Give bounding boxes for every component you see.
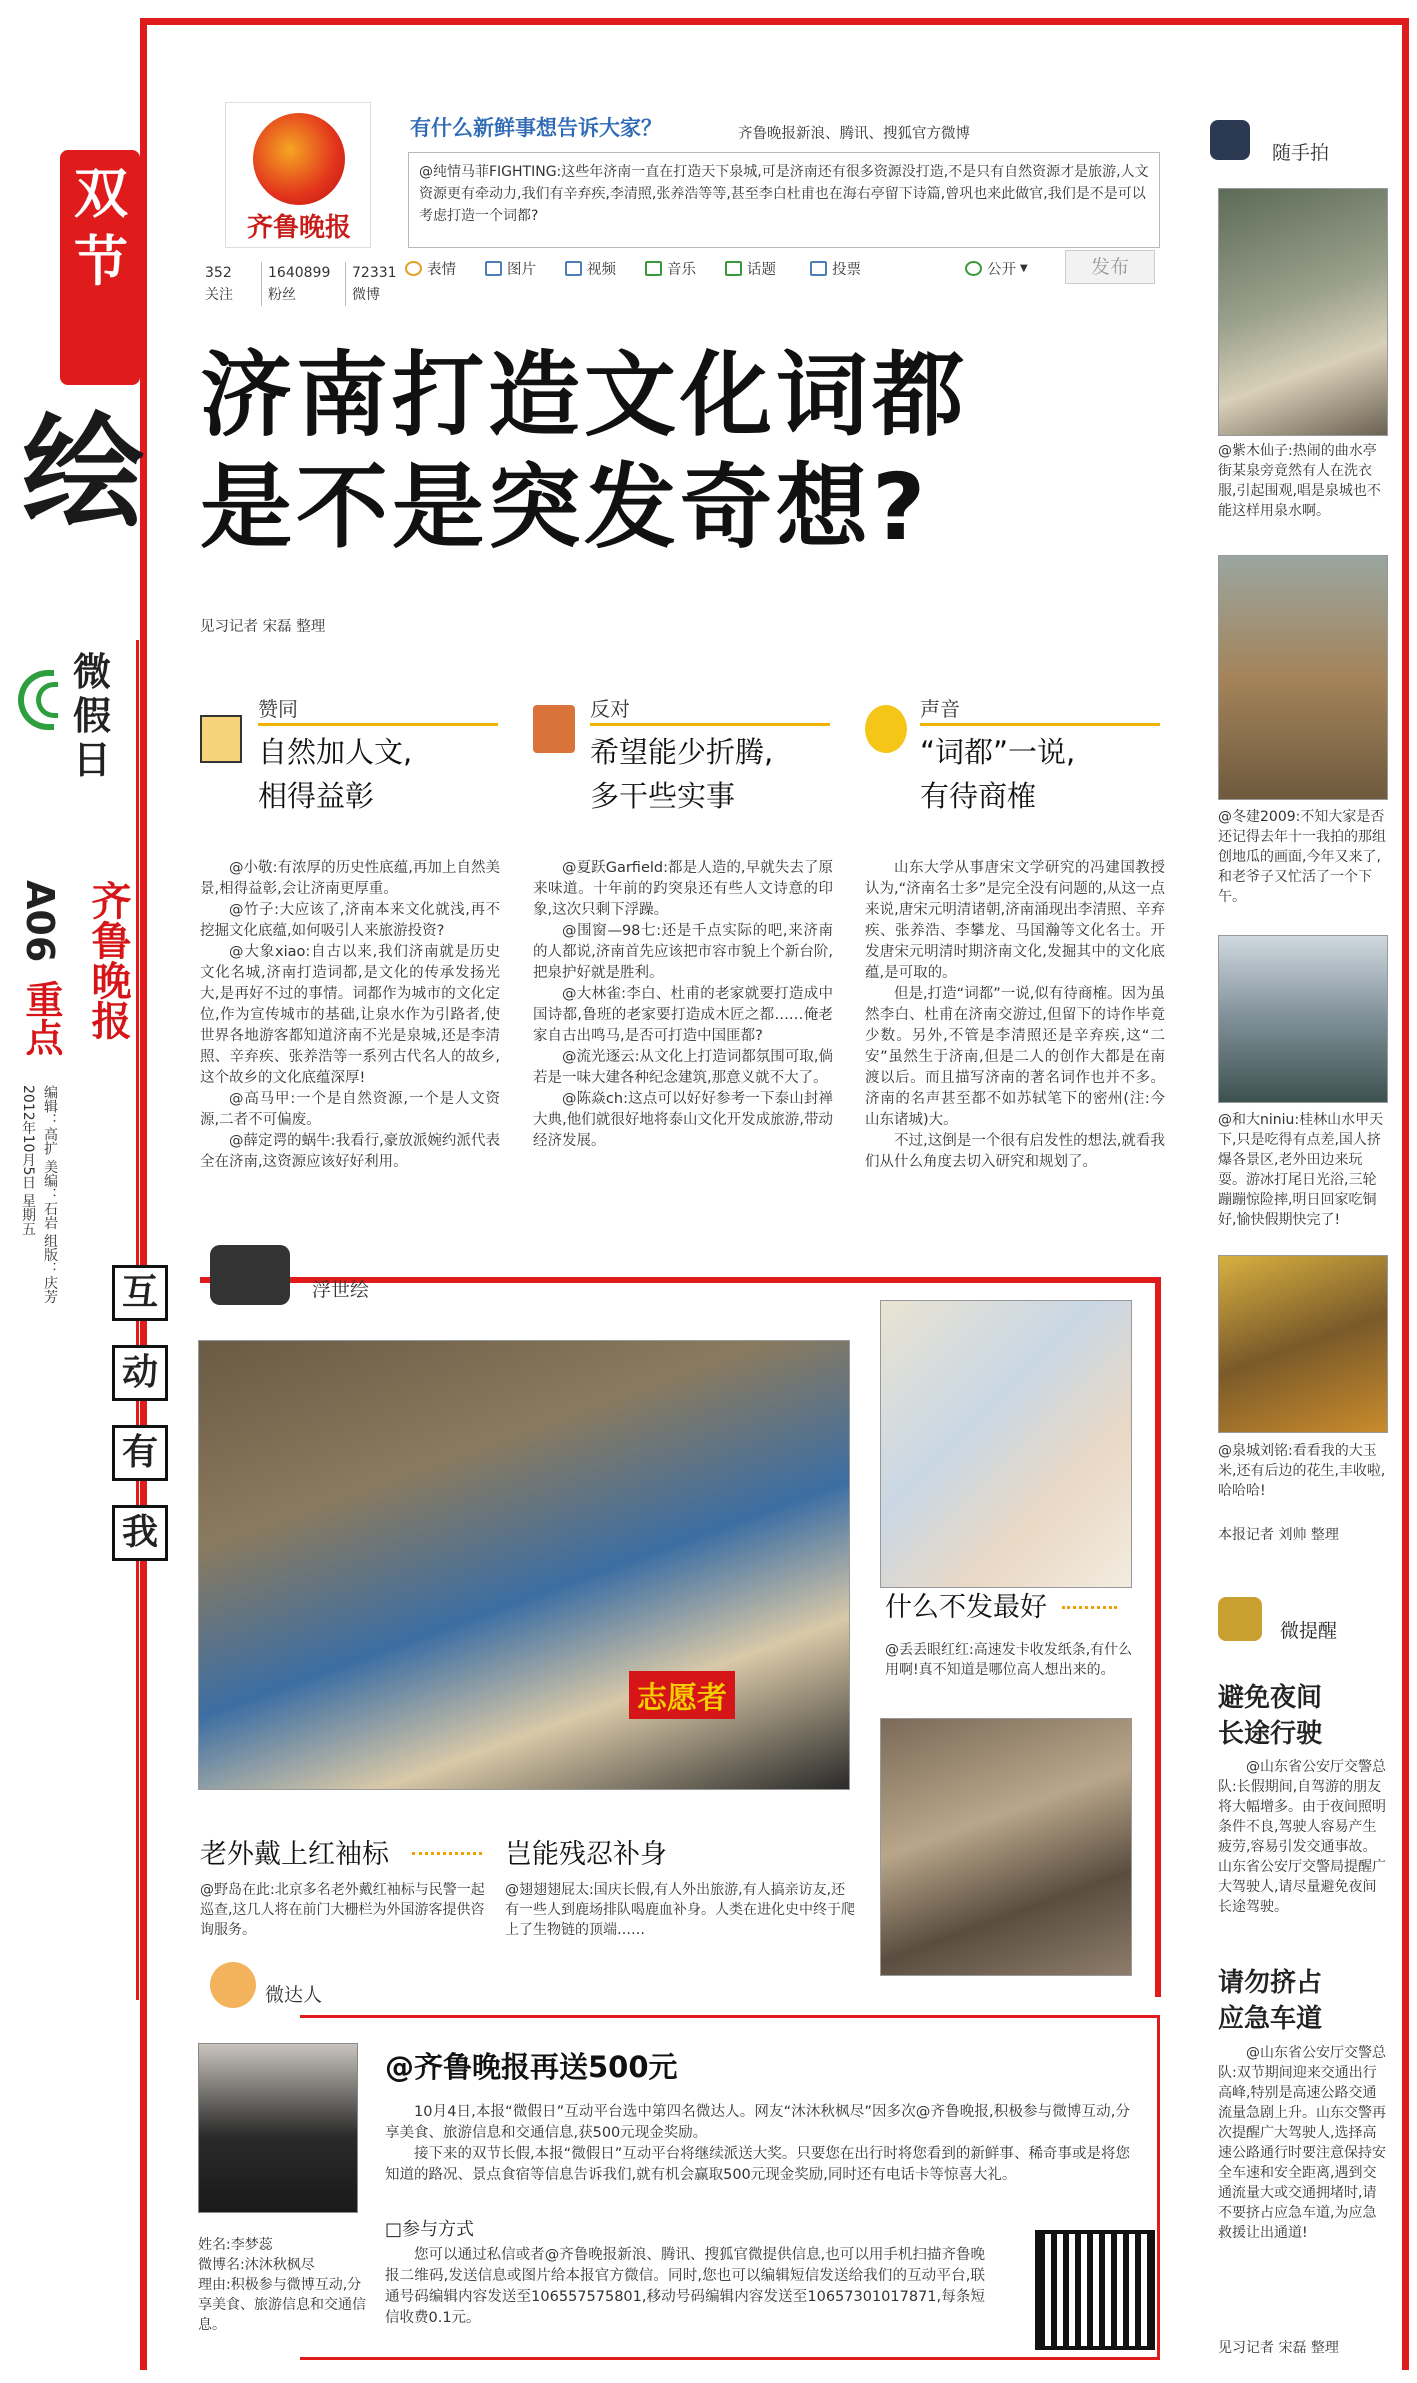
wei-jiari-text: 微假日 [73,650,112,782]
headline-line-2: 是不是突发奇想? [200,454,930,561]
publish-button[interactable]: 发布 [1065,250,1155,284]
comment: @竹子:大应该了,济南本来文化就浅,再不挖掘文化底蕴,如何吸引人来旅游投资? [200,902,500,939]
column-body [533,858,833,1152]
photo-corn [1218,1255,1388,1433]
hui-character: 绘 [22,400,144,544]
column-rule [590,723,830,726]
comment: @夏跃Garfield:都是人造的,早就失去了原来味道。十年前的趵突泉还有些人文诗意的印象,这次只剩下浮躁。 [533,860,833,918]
photo-sweet-potato [1218,555,1388,800]
tool-music[interactable]: 音乐 [645,258,696,279]
alert-body: @山东省公安厅交警总队:双节期间迎来交通出行高峰,特别是高速公路交通流量急剧上升。山东交警再次提醒广大驾驶人,选择高速公路通行时要注意保持安全车速和安全距离,遇到交通流量大或交通拥堵时,请不要挤占应急车道,为应急救援让出通道! [1218,2045,1386,2241]
weidaren-headline: @齐鲁晚报再送500元 [385,2050,678,2084]
comment: @薛定谔的蜗牛:我看行,豪放派婉约派代表全在济南,这资源应该好好利用。 [200,1133,500,1170]
weidaren-title: 微达人 [265,1984,323,2006]
comment: @高马甲:一个是自然资源,一个是人文资源,二者不可偏废。 [200,1091,500,1128]
visibility-select[interactable]: 公开 ▼ [965,258,1028,279]
photo-toll-tickets [880,1300,1132,1588]
hudong-char: 动 [112,1345,168,1401]
column-title: 自然加人文, 相得益彰 [258,735,413,813]
column-body [200,858,500,1173]
winner-info: 姓名:李梦蕊 微博名:沐沐秋枫尽 理由:积极参与微博互动,分享美食、旅游信息和交通信息。 [198,2237,366,2333]
speaker-icon [1218,1597,1262,1641]
column-title: 希望能少折腾, 多干些实事 [590,735,774,813]
headline-line-1: 济南打造文化词都 [200,342,969,449]
comment: @大林雀:李白、杜甫的老家就要打造成中国诗都,鲁班的老家要打造成木匠之都……俺老家自古出鸣马,是否可打造中国匪都? [533,986,833,1044]
tool-topic[interactable]: 话题 [725,258,776,279]
frame-left-rule [140,18,147,2370]
camera-icon [1210,120,1250,160]
stat-value: 352 [205,265,232,281]
expert-paragraph: 不过,这倒是一个很有启发性的想法,就看我们从什么角度去切入研究和规划了。 [865,1133,1165,1170]
vote-icon [810,261,827,276]
tool-vote[interactable]: 投票 [810,258,861,279]
camera-icon [210,1245,290,1305]
oppose-fist-icon [533,705,575,753]
winner-photo [198,2043,358,2213]
music-icon [645,261,662,276]
weibo-post-textarea[interactable]: @纯情马菲FIGHTING:这些年济南一直在打造天下泉城,可是济南还有很多资源没打造,不是只有自然资源才是旅游,人文资源更有牵动力,我们有辛弃疾,李清照,张养浩等等,甚至李白杜甫也在海右亭留下诗篇,曾巩也来此做官,我们是不是可以考虑打造一个词都? [408,152,1160,248]
expert-paragraph: 山东大学从事唐宋文学研究的冯建国教授认为,“济南名士多”是完全没有问题的,从这一点来说,唐宋元明清诸朝,济南涌现出李清照、辛弃疾、张养浩、李攀龙、马国瀚等文化名士。开发唐宋元明清时期济南文化,发掘其中的文化底蕴,是可取的。 [865,860,1165,981]
column-title: “词都”一说, 有待商榷 [920,735,1076,813]
wei-jiari-logo [18,640,138,780]
qilu-logo [225,102,371,248]
voice-face-icon [865,705,907,753]
issue-date: 2012年10月5日 星期五 [20,1085,36,1236]
hudong-char: 有 [112,1425,168,1481]
column-tag: 赞同 [258,697,298,721]
weibo-toolbar [405,258,1165,288]
paper-name-vertical: 齐鲁晚报 [85,880,132,1040]
page-number: A06 [18,880,62,963]
photo-caption: @冬建2009:不知大家是否还记得去年十一我拍的那组创地瓜的画面,今年又来了,和老爷子又忙活了一个下午。 [1218,809,1386,905]
method-heading: □参与方式 [385,2219,475,2240]
frame-right-rule [1402,18,1409,2370]
logo-emblem-icon [253,113,345,205]
frame-top-rule [140,18,1408,25]
photo-caption-text: @野岛在此:北京多名老外戴红袖标与民警一起巡查,这几人将在前门大栅栏为外国游客提供咨询服务。 [200,1882,485,1938]
weibo-prompt: 有什么新鲜事想告诉大家？ [410,116,662,140]
stat-fans[interactable] [261,262,341,306]
stat-value: 72331 [352,265,397,281]
logo-text: 齐鲁晚报 [246,213,351,243]
photo-caption: @和大niniu:桂林山水甲天下,只是吃得有点差,国人挤爆各景区,老外田边来玩耍。游冰打尾日光浴,三轮蹦蹦惊险摔,明日回家吃铜好,愉快假期快完了! [1218,1112,1384,1228]
alert-body: @山东省公安厅交警总队:长假期间,自驾游的朋友将大幅增多。由于夜间照明条件不良,驾驶人容易产生疲劳,容易引发交通事故。山东省公安厅交警局提醒广大驾驶人,请尽量避免夜间长途驾驶。 [1218,1759,1386,1915]
video-icon [565,261,582,276]
person-icon [210,1962,256,2008]
comment: @围窗—98七:还是千点实际的吧,来济南的人都说,济南首先应该把市容市貌上个新台阶,把泉护好就是胜利。 [533,923,833,981]
emoji-icon [405,261,422,276]
hudong-char: 互 [112,1265,168,1321]
photo-caption-title: 老外戴上红袖标 [200,1839,389,1870]
column-rule [920,723,1160,726]
stat-value: 1640899 [268,265,331,281]
column-body [865,858,1165,1173]
weidaren-body: 10月4日,本报“微假日”互动平台选中第四名微达人。网友“沐沐秋枫尽”因多次@齐鲁晚报,积极参与微博互动,分享美食、旅游信息和交通信息,获500元现金奖励。 接下来的双节长假,本报“微假日”互动平台将继续派送大奖。只要您在出行时将您看到的新鲜事、稀奇事或是将您知道的路况、景点食宿等信息告诉我们,就有机会赢取500元现金奖励,同时还有电话卡等惊喜大礼。 [385,2104,1130,2183]
photo-caption: @紫木仙子:热闹的曲水亭街某泉旁竟然有人在洗衣服,引起围观,唱是泉城也不能这样用泉水啊。 [1218,443,1381,519]
photo-caption-title: 什么不发最好 [885,1592,1047,1623]
section-name: 重点 [19,980,63,1056]
hudong-char: 我 [112,1505,168,1561]
column-tag: 声音 [920,697,960,721]
stat-label: 粉丝 [268,287,296,303]
headline [200,340,968,564]
column-rule [258,723,498,726]
alert-title: 避免夜间 长途行驶 [1218,1683,1323,1749]
suishoupai-title: 随手拍 [1272,142,1330,164]
rc-byline: 本报记者 刘帅 整理 [1218,1527,1339,1543]
caption-connector [1062,1606,1117,1609]
fushihui-title: 浮世绘 [312,1279,370,1301]
tool-emoji[interactable]: 表情 [405,258,456,279]
tool-image[interactable]: 图片 [485,258,536,279]
weitixing-title: 微提醒 [1280,1620,1338,1642]
weibo-stats [205,262,405,310]
photo-guilin [1218,935,1388,1103]
stat-label: 微博 [352,287,380,303]
weibo-prompt-sub: 齐鲁晚报新浪、腾讯、搜狐官方微博 [738,126,970,142]
headline-byline: 见习记者 宋磊 整理 [200,619,326,635]
interact-right-rule [1155,1277,1161,1997]
stat-following[interactable] [205,262,265,306]
support-sign-icon [200,715,242,763]
armband-text: 志愿者 [629,1671,735,1719]
photo-caption-text: @翅翅翅屁太:国庆长假,有人外出旅游,有人搞亲访友,还有一些人到鹿场排队喝鹿血补身。人类在进化史中终于爬上了生物链的顶端…… [505,1882,855,1938]
comment: @大象xiao:自古以来,我们济南就是历史文化名城,济南打造词都,是文化的传承发扬光大,是再好不过的事情。词都作为城市的文化定位,作为宣传城市的基础,让泉水作为引路者,使世界各地游客都知道济南不光是泉城,还是李清照、辛弃疾、张养浩等一系列古代名人的故乡,这个故乡的文化底蕴深厚! [200,944,500,1086]
method-body: 您可以通过私信或者@齐鲁晚报新浪、腾讯、搜狐官微提供信息,也可以用手机扫描齐鲁晚报二维码,发送信息或图片给本报官方微信。同时,您也可以编辑短信发送给我们的互动平台,联通号码编辑内容发送至10655757580​1,移动号码编辑内容发送至10657301017871,每条短信收费0.1元。 [385,2247,985,2326]
hudong-youwo-column [112,1265,170,1585]
photo-deer [880,1718,1132,1976]
image-icon [485,261,502,276]
comment: @流光逐云:从文化上打造词都氛围可取,倘若是一味大建各种纪念建筑,那意义就不大了。 [533,1049,833,1086]
stat-label: 关注 [205,287,233,303]
comment: @陈焱ch:这点可以好好参考一下泰山封禅大典,他们就很好地将泰山文化开发成旅游,带动经济发展。 [533,1091,833,1149]
stat-weibo[interactable] [345,262,405,306]
chevron-down-icon: ▼ [1020,263,1028,274]
photo-caption-title: 岂能残忍补身 [505,1839,667,1870]
caption-connector [412,1852,482,1855]
photo-caption: @泉城刘铭:看看我的大玉米,还有后边的花生,丰收啦,哈哈哈! [1218,1443,1386,1499]
editor-credits: 编辑：高扩 美编：石岩 组版：庆芳 [42,1085,58,1304]
globe-icon [965,261,982,276]
comment: @小敬:有浓厚的历史性底蕴,再加上自然美景,相得益彰,会让济南更厚重。 [200,860,500,897]
photo-caption-text: @丢丢眼红红:高速发卡收发纸条,有什么用啊!真不知道是哪位高人想出来的。 [885,1642,1133,1678]
photo-laundry [1218,188,1388,436]
alert-byline: 见习记者 宋磊 整理 [1218,2340,1339,2356]
qr-code-icon[interactable] [1035,2230,1155,2350]
topic-icon [725,261,742,276]
tool-video[interactable]: 视频 [565,258,616,279]
column-tag: 反对 [590,697,630,721]
alert-title: 请勿挤占 应急车道 [1218,1968,1323,2034]
expert-paragraph: 但是,打造“词都”一说,似有待商榷。因为虽然李白、杜甫在济南交游过,但留下的诗作毕竟少数。另外,不管是李清照还是辛弃疾,这“二安”虽然生于济南,但是二人的创作大都是在南渡以后。而且描写济南的著名词作也并不多。济南的名声甚至都不如苏轼笔下的密州(注:今山东诸城)大。 [865,986,1165,1128]
photo-foreigners-armband [198,1340,850,1790]
shuangjie-text: 双节 [74,162,128,293]
